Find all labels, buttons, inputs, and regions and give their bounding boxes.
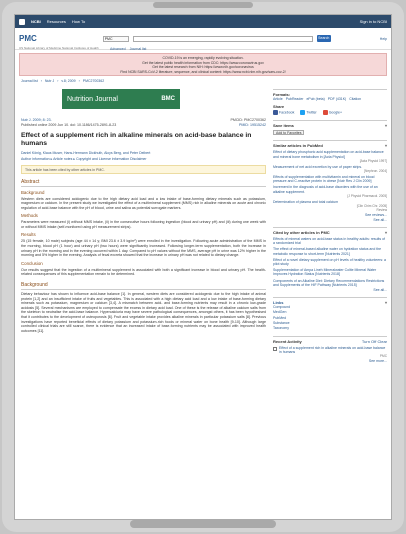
cited-item-1[interactable]: Effects of mineral waters on acid-base status in healthy adults: results of a randomized trial: [273, 237, 385, 246]
journal-list-link[interactable]: Journal list: [129, 47, 147, 51]
breadcrumb-issue[interactable]: v.8; 2009: [61, 79, 76, 83]
clear-link[interactable]: Clear: [377, 339, 387, 345]
similar-see-all-link[interactable]: See all...: [373, 218, 387, 223]
database-select[interactable]: PMC: [103, 36, 129, 42]
similar-item-2[interactable]: Measurement of net acid excretion by use of paper strips.: [273, 164, 363, 169]
links-label: Links: [273, 300, 284, 306]
turn-off-link[interactable]: Turn Off: [361, 339, 377, 345]
similar-item-4[interactable]: Increment in the diagnosis of acid-base disorders with the use of an alkaline supplement.: [273, 185, 378, 194]
recent-item-meta: PMC: [379, 354, 387, 359]
facebook-icon: [273, 110, 278, 115]
save-items-label: Save items: [273, 123, 294, 129]
recent-heading: [273, 339, 387, 344]
pmc-logo-text: PMC: [19, 33, 37, 43]
journal-name: Nutrition Journal: [67, 95, 118, 103]
covid-banner: [19, 53, 387, 76]
help-link[interactable]: Help: [379, 36, 387, 41]
methods-heading: Methods: [21, 213, 38, 219]
breadcrumb-separator: ›: [78, 79, 80, 83]
similar-review-label: Review: [376, 208, 387, 213]
facebook-label: Facebook: [279, 110, 295, 115]
clipboard-clip: [153, 2, 253, 8]
ncbi-top-nav: [15, 15, 391, 28]
published-line: Published online 2009 Jun 10. doi: 10.1186/1475-2891-8-23: [21, 122, 117, 127]
bmc-logo: BMC: [161, 96, 175, 102]
similar-item-5[interactable]: Determination of plasma and total calcium: [273, 199, 339, 204]
results-text: 25 (15 female, 10 male) subjects (age 44 ± 14 y; BMI 23.6 ± 3.9 kg/m²) were enrolled in the investigation. Following acute administration of the MMS in the morning, blood pH (1 hour) and urinary pH (two hours) were significantly increased. Following longer-term supplementation, both the increase in urinary pH in the morning and in the evening occurred within 1 day. Compared to pH values without the MMS, average pH in urine was 12% higher in the morning and 5% higher in the evening. Analysis of fecal excreta showed that the increase in urinary pH was not related to dietary change.: [21, 239, 266, 258]
google-plus-icon: [323, 110, 328, 115]
search-bar: [15, 28, 391, 50]
breadcrumb-separator: ›: [40, 79, 42, 83]
background-section-text: Dietary behaviour has shown to influence acid-base balance [1]. In general, western diets are considered acidogenic due to the high intake of animal protein [1,2] and an insufficient intake of fruits and vegetables. This is associated with a high dietary acid load and a low intake of base-forming dietary minerals such as potassium, magnesium or calcium [3,4]. A mismatch between acid- and base-forming nutrients may result in a chronic low-grade acidosis [5]. Several mechanisms are employed to compensate the excess in dietary acid load. One of these is the release of alkaline calcium salts from the skeleton to neutralise the acid-base balance. Hypercalciuria may have severe pathological consequences, amongst others, it has been hypothesised that it contributes to the development of osteoporosis [6]. Fruit and vegetable intake provides alkaline minerals in particular potassium salts [8]. Previous investigations have reported beneficial effects of dietary potassium and potassium-rich foods or mineral water on bone health [9-10]. Although large controlled clinical trials are still scarce, there is evidence that an increased intake of base-forming nutrients may be associated with improved health outcomes [11].: [21, 292, 266, 333]
recent-activity-block: [273, 336, 387, 363]
formats-heading: Formats:: [273, 92, 291, 97]
ncbi-brand[interactable]: NCBI: [31, 19, 41, 24]
pmid-link[interactable]: PMID: 19515242: [239, 122, 266, 127]
collapse-icon: ▾: [384, 143, 387, 149]
search-sublinks: [110, 47, 146, 51]
cited-item-4[interactable]: Supplementation of Ampa Lineh Mineralwater Colite Mineral Water Improves Hydration Status [Nutrients 2018]: [273, 268, 377, 277]
journal-banner[interactable]: [62, 89, 180, 109]
clipboard-bottom-edge: [130, 520, 276, 528]
save-items-block: [273, 120, 387, 135]
cited-notice: This article has been cited by other articles in PMC.: [21, 165, 266, 174]
twitter-icon: [300, 110, 305, 115]
search-button[interactable]: Search: [318, 36, 330, 40]
citation-block: [21, 118, 266, 127]
sign-in-link[interactable]: Sign in to NCBI: [359, 19, 387, 24]
browser-page: [14, 14, 392, 520]
format-epub[interactable]: ePub (beta): [306, 97, 325, 101]
citation-ref[interactable]: Nutr J. 2009; 8: 23.: [21, 118, 52, 122]
cited-item-5[interactable]: Components of an Alkaline Diet: Dietary Recommendations Restrictions and Supplements of the HIF Pathway [Nutrients 2015]: [273, 278, 385, 287]
similar-item-1[interactable]: Effect of dietary phosphoric acid supplementation on acid-base balance and mineral bone metabolism in [Acta Physiol]: [273, 150, 384, 159]
breadcrumb-separator: ›: [57, 79, 59, 83]
collapse-icon: ▾: [384, 230, 387, 236]
link-taxonomy[interactable]: Taxonomy: [273, 326, 289, 331]
save-items-heading[interactable]: [273, 123, 387, 128]
similar-meta-5: [Clin Chim Chr. 2005]: [356, 204, 387, 209]
format-citation[interactable]: Citation: [349, 97, 362, 101]
share-links: [273, 110, 387, 115]
covid-line-2[interactable]: Get the latest public health information from CDC: https://www.coronavirus.gov: [142, 60, 264, 65]
share-heading: Share: [273, 104, 285, 109]
cited-see-all-link[interactable]: See all...: [373, 288, 387, 293]
link-compound[interactable]: Compound: [273, 305, 291, 310]
format-article[interactable]: Article: [273, 97, 283, 101]
article-title: Effect of a supplement rich in alkaline minerals on acid-base balance in humans: [21, 132, 252, 147]
methods-text: Parameters were measured (i) without MMS intake, (ii) in the consecutive hours following ingestion (blood and urinary pH) and (iii) during one week with or without MMS intake (self-monitored using pH measurement strips).: [21, 220, 266, 229]
similar-heading[interactable]: [273, 143, 387, 148]
abstract-heading: Abstract: [21, 179, 266, 187]
similar-meta-1: [Acta Physiol 1997]: [359, 158, 387, 163]
cited-item-2[interactable]: The effect of mineral-based alkaline water on hydration status and the metabolic response to short-term [Nutrients 2021]: [273, 247, 382, 256]
facebook-share[interactable]: [273, 110, 294, 115]
background-section-heading: Background: [21, 282, 266, 290]
right-sidebar: [273, 89, 387, 368]
pmcid: PMCID: PMC2700362: [230, 118, 266, 122]
link-pubmed[interactable]: PubMed: [273, 315, 287, 320]
collapse-icon: ▾: [384, 300, 387, 306]
collapse-icon: ▾: [384, 123, 387, 129]
pmc-logo-subtitle: US National Library of Medicine National Institutes of Health: [19, 45, 99, 50]
background-text: Western diets are considered acidogenic due to the high dietary acid load and a low intake of base-forming dietary minerals such as potassium, magnesium or calcium. In the present study we investigated the effect of a multimineral supplement (MMS) rich in alkaline minerals on acute and chronic regulation of acid-base balance with the pH of blood, urine and saliva as potential surrogate markers.: [21, 196, 266, 210]
howto-menu[interactable]: How To: [71, 19, 86, 24]
similar-meta-2: [Nephron. 2004]: [364, 169, 387, 174]
formats-block: [273, 89, 387, 115]
format-links: [273, 97, 387, 102]
breadcrumb: [15, 76, 391, 86]
recent-item[interactable]: [273, 346, 387, 354]
google-share[interactable]: [323, 110, 342, 115]
links-block: [273, 297, 387, 331]
pmc-logo[interactable]: [19, 28, 99, 50]
background-heading: Background: [21, 189, 45, 195]
ncbi-logo-icon[interactable]: [19, 19, 25, 25]
breadcrumb-journal-list[interactable]: Journal list: [21, 79, 38, 83]
search-input[interactable]: [133, 36, 313, 42]
see-more-link[interactable]: See more...: [368, 359, 387, 364]
similar-label: Similar articles in PubMed: [273, 143, 323, 149]
article-meta-links[interactable]: Author information ▸ Article notes ▸ Copyright and License information Disclaimer: [21, 156, 147, 161]
similar-meta-4: [J Physiol Pharmacol. 2005]: [347, 193, 387, 198]
see-reviews-link[interactable]: See reviews...: [365, 213, 387, 218]
document-icon: [273, 347, 277, 351]
twitter-label: Twitter: [306, 110, 317, 115]
breadcrumb-journal[interactable]: Nutr J: [44, 79, 55, 83]
results-heading: Results: [21, 232, 36, 238]
covid-line-3[interactable]: Get the latest research from NIH: https://www.nih.gov/coronavirus: [152, 65, 254, 69]
recent-item-title: Effect of a supplement rich in alkaline minerals on acid-base balance in humans: [279, 346, 386, 355]
google-label: Google+: [328, 110, 343, 115]
conclusion-text: Our results suggest that the ingestion of a multimineral supplement is associated with both a significant increase in blood and urinary pH. The health-related consequences of this supplementation remain to be determined.: [21, 267, 266, 277]
link-substance[interactable]: Substance: [273, 320, 290, 325]
article-main: [21, 89, 266, 333]
cited-item-3[interactable]: Effect of a novel dietary supplement on pH levels of healthy volunteers: a pilot study: [273, 257, 386, 267]
format-pdf[interactable]: PDF (431K): [327, 97, 347, 101]
format-pubreader[interactable]: PubReader: [285, 97, 304, 101]
link-medgen[interactable]: MedGen: [273, 310, 287, 315]
cited-heading[interactable]: [273, 230, 387, 235]
covid-line-1: COVID-19 is an emerging, rapidly evolving situation.: [162, 56, 244, 60]
conclusion-heading: Conclusion: [21, 260, 43, 266]
twitter-share[interactable]: [300, 110, 316, 115]
similar-item-3[interactable]: Effects of supplementation with multivitamin and mineral on blood pressure and C-reactive protein in obese [Nutr Res J Clin 2009]: [273, 175, 375, 184]
recent-label: Recent Activity: [273, 339, 302, 345]
resources-menu[interactable]: Resources: [46, 19, 66, 24]
breadcrumb-pmc: PMC2700362: [82, 79, 105, 83]
similar-articles-block: [273, 140, 387, 222]
author-list[interactable]: Daniel König, Klaus Muser, Hans-Hermann Dickhuth, Aloys Berg, and Peter Deibert: [21, 151, 151, 155]
covid-line-4[interactable]: Find NCBI SARS-CoV-2 literature, sequence, and clinical content: https://www.ncbi.nlm.nih.gov/sars-cov-2/: [120, 69, 286, 74]
cited-by-block: [273, 227, 387, 292]
cited-label: Cited by other articles in PMC: [273, 230, 330, 236]
advanced-link[interactable]: Advanced: [110, 47, 126, 51]
add-to-favorites-button[interactable]: Add to Favorites: [273, 130, 304, 135]
